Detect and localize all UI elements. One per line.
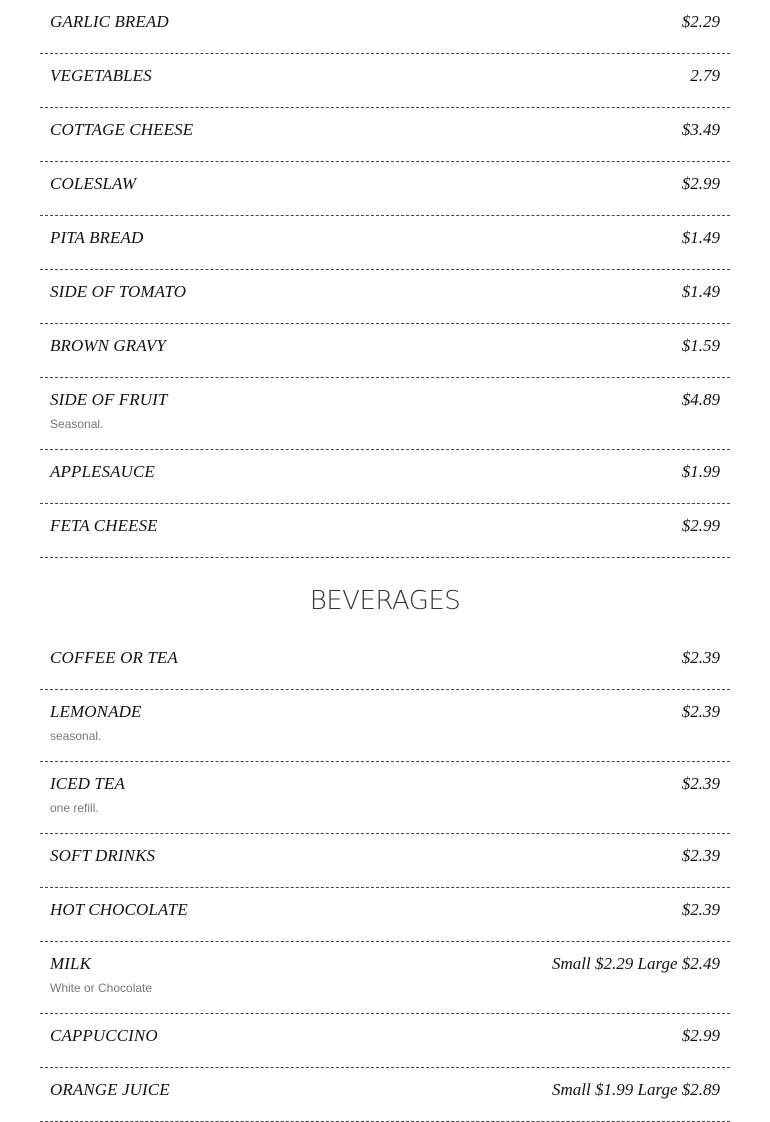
item-description: seasonal. — [50, 729, 102, 743]
item-price: $1.59 — [681, 336, 720, 355]
item-price: Small $1.99 Large $2.89 — [552, 1080, 720, 1099]
item-name: COLESLAW — [50, 174, 137, 193]
item-name: HOT CHOCOLATE — [50, 900, 188, 919]
item-name: COTTAGE CHEESE — [50, 120, 194, 139]
menu-item — [40, 216, 730, 270]
section-heading-beverages: BEVERAGES — [309, 586, 461, 616]
item-name: VEGETABLES — [50, 66, 152, 85]
menu-item — [40, 450, 730, 504]
item-description: Seasonal. — [50, 417, 104, 431]
item-description: one refill. — [50, 801, 99, 815]
menu — [40, 0, 730, 1122]
item-price: $2.39 — [681, 774, 720, 793]
item-price: $1.49 — [681, 282, 720, 301]
item-price: $2.39 — [681, 648, 720, 667]
menu-item — [40, 54, 730, 108]
item-name: PITA BREAD — [50, 228, 144, 247]
item-name: FETA CHEESE — [50, 516, 158, 535]
menu-item — [40, 1068, 730, 1122]
item-price: $2.39 — [681, 900, 720, 919]
item-price: Small $2.29 Large $2.49 — [552, 954, 720, 973]
menu-item — [40, 762, 730, 834]
item-price: $2.39 — [681, 702, 720, 721]
item-name: ICED TEA — [50, 774, 125, 793]
item-description: White or Chocolate — [50, 981, 153, 995]
item-price: $1.49 — [681, 228, 720, 247]
item-name: SOFT DRINKS — [50, 846, 156, 865]
menu-item — [40, 162, 730, 216]
item-price: $4.89 — [681, 390, 720, 409]
item-name: MILK — [50, 954, 92, 973]
item-name: LEMONADE — [50, 702, 142, 721]
item-name: BROWN GRAVY — [50, 336, 166, 355]
menu-item — [40, 108, 730, 162]
item-name: GARLIC BREAD — [50, 12, 169, 31]
menu-item — [40, 270, 730, 324]
menu-item — [40, 942, 730, 1014]
menu-item — [40, 690, 730, 762]
item-name: SIDE OF FRUIT — [50, 390, 168, 409]
beverages-list — [40, 636, 730, 1122]
item-price: $2.39 — [681, 846, 720, 865]
menu-item — [40, 888, 730, 942]
item-price: 2.79 — [690, 66, 720, 85]
item-price: $1.99 — [681, 462, 720, 481]
menu-item — [40, 324, 730, 378]
menu-item — [40, 834, 730, 888]
menu-item — [40, 636, 730, 690]
item-name: COFFEE OR TEA — [50, 648, 178, 667]
item-name: CAPPUCCINO — [50, 1026, 158, 1045]
item-name: APPLESAUCE — [50, 462, 155, 481]
item-price: $3.49 — [681, 120, 720, 139]
item-price: $2.99 — [681, 174, 720, 193]
item-price: $2.99 — [681, 1026, 720, 1045]
item-name: SIDE OF TOMATO — [50, 282, 187, 301]
menu-item — [40, 378, 730, 450]
sides-list — [40, 0, 730, 558]
menu-item — [40, 504, 730, 558]
menu-item — [40, 1014, 730, 1068]
item-price: $2.29 — [681, 12, 720, 31]
menu-item — [40, 0, 730, 54]
item-name: ORANGE JUICE — [50, 1080, 170, 1099]
item-price: $2.99 — [681, 516, 720, 535]
